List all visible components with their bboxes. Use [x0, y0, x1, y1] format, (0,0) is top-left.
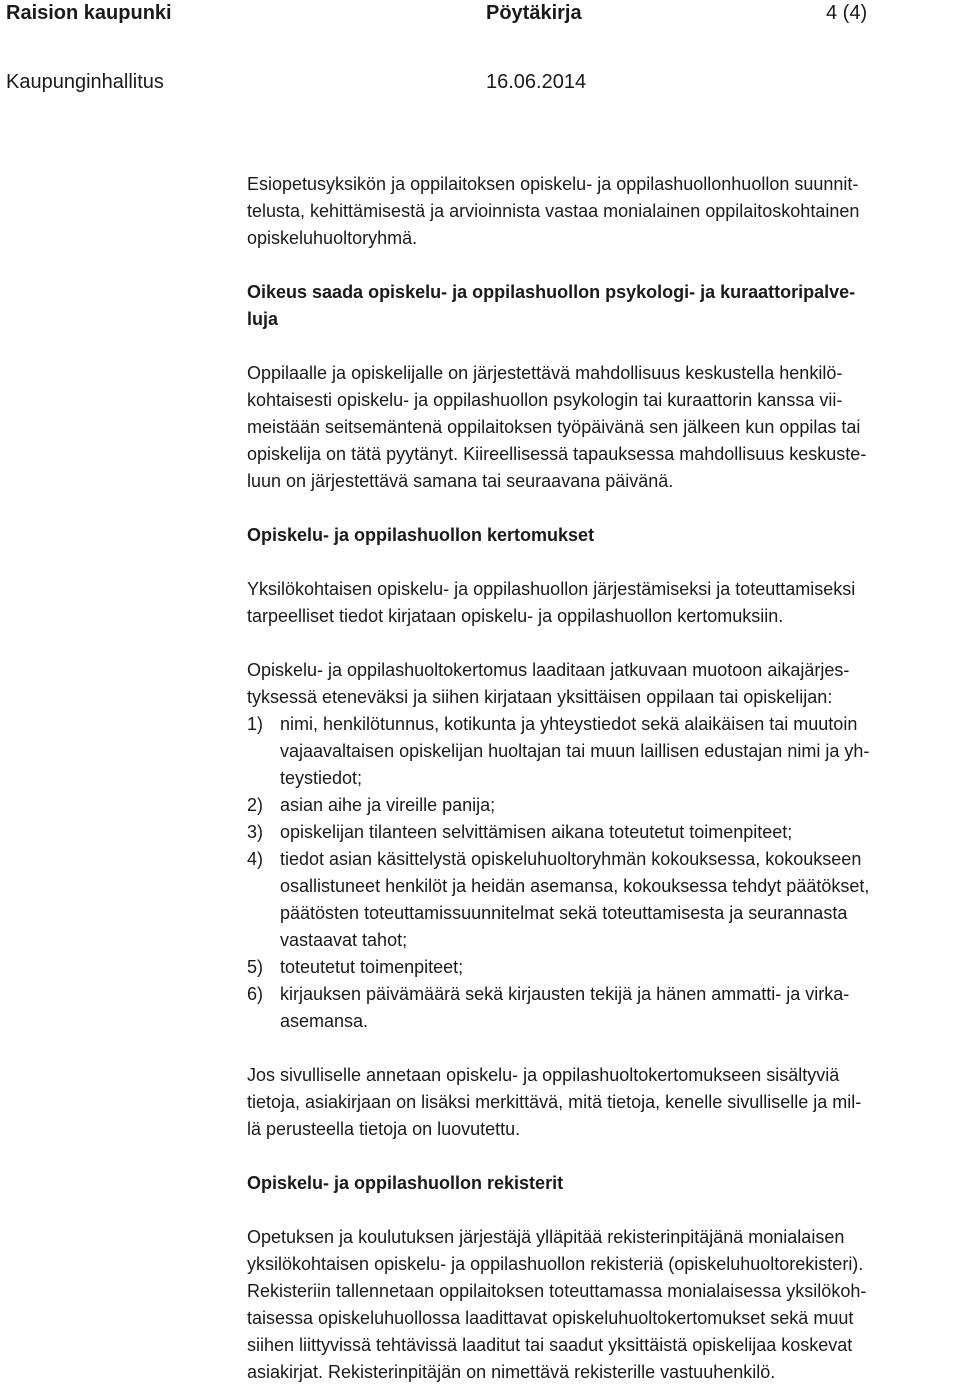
list-item [247, 954, 947, 981]
text-line: luun on järjestettävä samana tai seuraavana päivänä. [247, 471, 674, 491]
text-line: taisessa opiskeluhuollossa laadittavat opiskeluhuoltokertomukset sekä muut [247, 1308, 854, 1328]
list-number: 3) [247, 822, 264, 842]
text-line: Jos sivulliselle annetaan opiskelu- ja oppilashuoltokertomukseen sisältyviä [247, 1065, 840, 1085]
text-line: tietoja, asiakirjaan on lisäksi merkittävä, mitä tietoja, kenelle sivulliselle ja mil- [247, 1092, 862, 1112]
intro-paragraph [247, 171, 947, 252]
text-line: tarpeelliset tiedot kirjataan opiskelu- ja oppilashuollon kertomuksiin. [247, 606, 784, 626]
document-header [6, 0, 896, 100]
text-line: Esiopetusyksikön ja oppilaitoksen opiskelu- ja oppilashuollonhuollon suunnit- [247, 174, 859, 194]
heading-line: luja [247, 309, 279, 329]
heading-kertomukset: Opiskelu- ja oppilashuollon kertomukset [247, 525, 595, 545]
list-item [247, 846, 947, 954]
text-line: asiakirjat. Rekisterinpitäjän on nimettävä rekisterille vastuuhenkilö. [247, 1362, 776, 1382]
text-line: telusta, kehittämisestä ja arvioinnista vastaa monialainen oppilaitoskohtainen [247, 201, 860, 221]
text-line: meistään seitsemäntenä oppilaitoksen työpäivänä sen jälkeen kun oppilas tai [247, 417, 861, 437]
header-row-1 [6, 0, 896, 26]
heading-rekisterit: Opiskelu- ja oppilashuollon rekisterit [247, 1173, 564, 1193]
text-line: vastaavat tahot; [280, 930, 408, 950]
text-line: siihen liittyvissä tehtävissä laaditut tai saadut yksittäistä opiskelijaa koskevat [247, 1335, 853, 1355]
numbered-list [247, 711, 947, 1035]
text-line: vajaavaltaisen opiskelijan huoltajan tai muun laillisen edustajan nimi ja yh- [280, 741, 870, 761]
text-line: opiskelijan tilanteen selvittämisen aikana toteutetut toimenpiteet; [280, 822, 793, 842]
list-item [247, 981, 947, 1035]
text-line: Opetuksen ja koulutuksen järjestäjä ylläpitää rekisterinpitäjänä monialaisen [247, 1227, 845, 1247]
list-number: 6) [247, 984, 264, 1004]
header-row-2 [6, 69, 896, 95]
text-line: opiskeluhuoltoryhmä. [247, 228, 418, 248]
text-line: tyksessä eteneväksi ja siihen kirjataan yksittäisen oppilaan tai opiskelijan: [247, 687, 833, 707]
meeting-date: 16.06.2014 [486, 71, 587, 93]
text-line: tiedot asian käsittelystä opiskeluhuoltoryhmän kokouksessa, kokoukseen [280, 849, 862, 869]
paragraph-kertomukset [247, 576, 947, 630]
list-number: 1) [247, 714, 264, 734]
list-number: 4) [247, 849, 264, 869]
text-line: nimi, henkilötunnus, kotikunta ja yhteystiedot sekä alaikäisen tai muutoin [280, 714, 858, 734]
text-line: kohtaisesti opiskelu- ja oppilashuollon psykologin tai kuraattorin kanssa vii- [247, 390, 843, 410]
list-item [247, 819, 947, 846]
heading-line: Oikeus saada opiskelu- ja oppilashuollon psykologi- ja kuraattoripalve- [247, 282, 856, 302]
paragraph-sivullinen [247, 1062, 947, 1143]
list-number: 2) [247, 795, 264, 815]
text-line: asemansa. [280, 1011, 369, 1031]
text-line: osallistuneet henkilöt ja heidän asemansa, kokouksessa tehdyt päätökset, [280, 876, 870, 896]
text-line: Yksilökohtaisen opiskelu- ja oppilashuollon järjestämiseksi ja toteuttamiseksi [247, 579, 856, 599]
text-line: opiskelija on tätä pyytänyt. Kiireellisessä tapauksessa mahdollisuus keskuste- [247, 444, 867, 464]
text-line: Opiskelu- ja oppilashuoltokertomus laaditaan jatkuvaan muotoon aikajärjes- [247, 660, 850, 680]
list-item [247, 711, 947, 792]
paragraph-rekisterit [247, 1224, 947, 1386]
organization-name: Raision kaupunki [6, 2, 172, 24]
document-content [247, 171, 947, 1386]
page-number: 4 (4) [826, 2, 868, 24]
text-line: lä perusteella tietoja on luovutettu. [247, 1119, 521, 1139]
text-line: Oppilaalle ja opiskelijalle on järjestettävä mahdollisuus keskustella henkilö- [247, 363, 843, 383]
list-item [247, 792, 947, 819]
text-line: Rekisteriin tallennetaan oppilaitoksen toteuttamassa monialaisessa yksilökoh- [247, 1281, 867, 1301]
document-type: Pöytäkirja [486, 2, 582, 24]
text-line: toteutetut toimenpiteet; [280, 957, 464, 977]
list-number: 5) [247, 957, 264, 977]
text-line: asian aihe ja vireille panija; [280, 795, 496, 815]
text-line: päätösten toteuttamissuunnitelmat sekä toteuttamisesta ja seurannasta [280, 903, 848, 923]
body-name: Kaupunginhallitus [6, 71, 164, 93]
paragraph-kertomus-sisalto [247, 657, 947, 711]
text-line: yksilökohtaisen opiskelu- ja oppilashuollon rekisteriä (opiskeluhuoltorekisteri). [247, 1254, 864, 1274]
text-line: teystiedot; [280, 768, 363, 788]
paragraph-keskustelu [247, 360, 947, 495]
text-line: kirjauksen päivämäärä sekä kirjausten tekijä ja hänen ammatti- ja virka- [280, 984, 850, 1004]
heading-psykologi-kuraattori [247, 279, 947, 333]
